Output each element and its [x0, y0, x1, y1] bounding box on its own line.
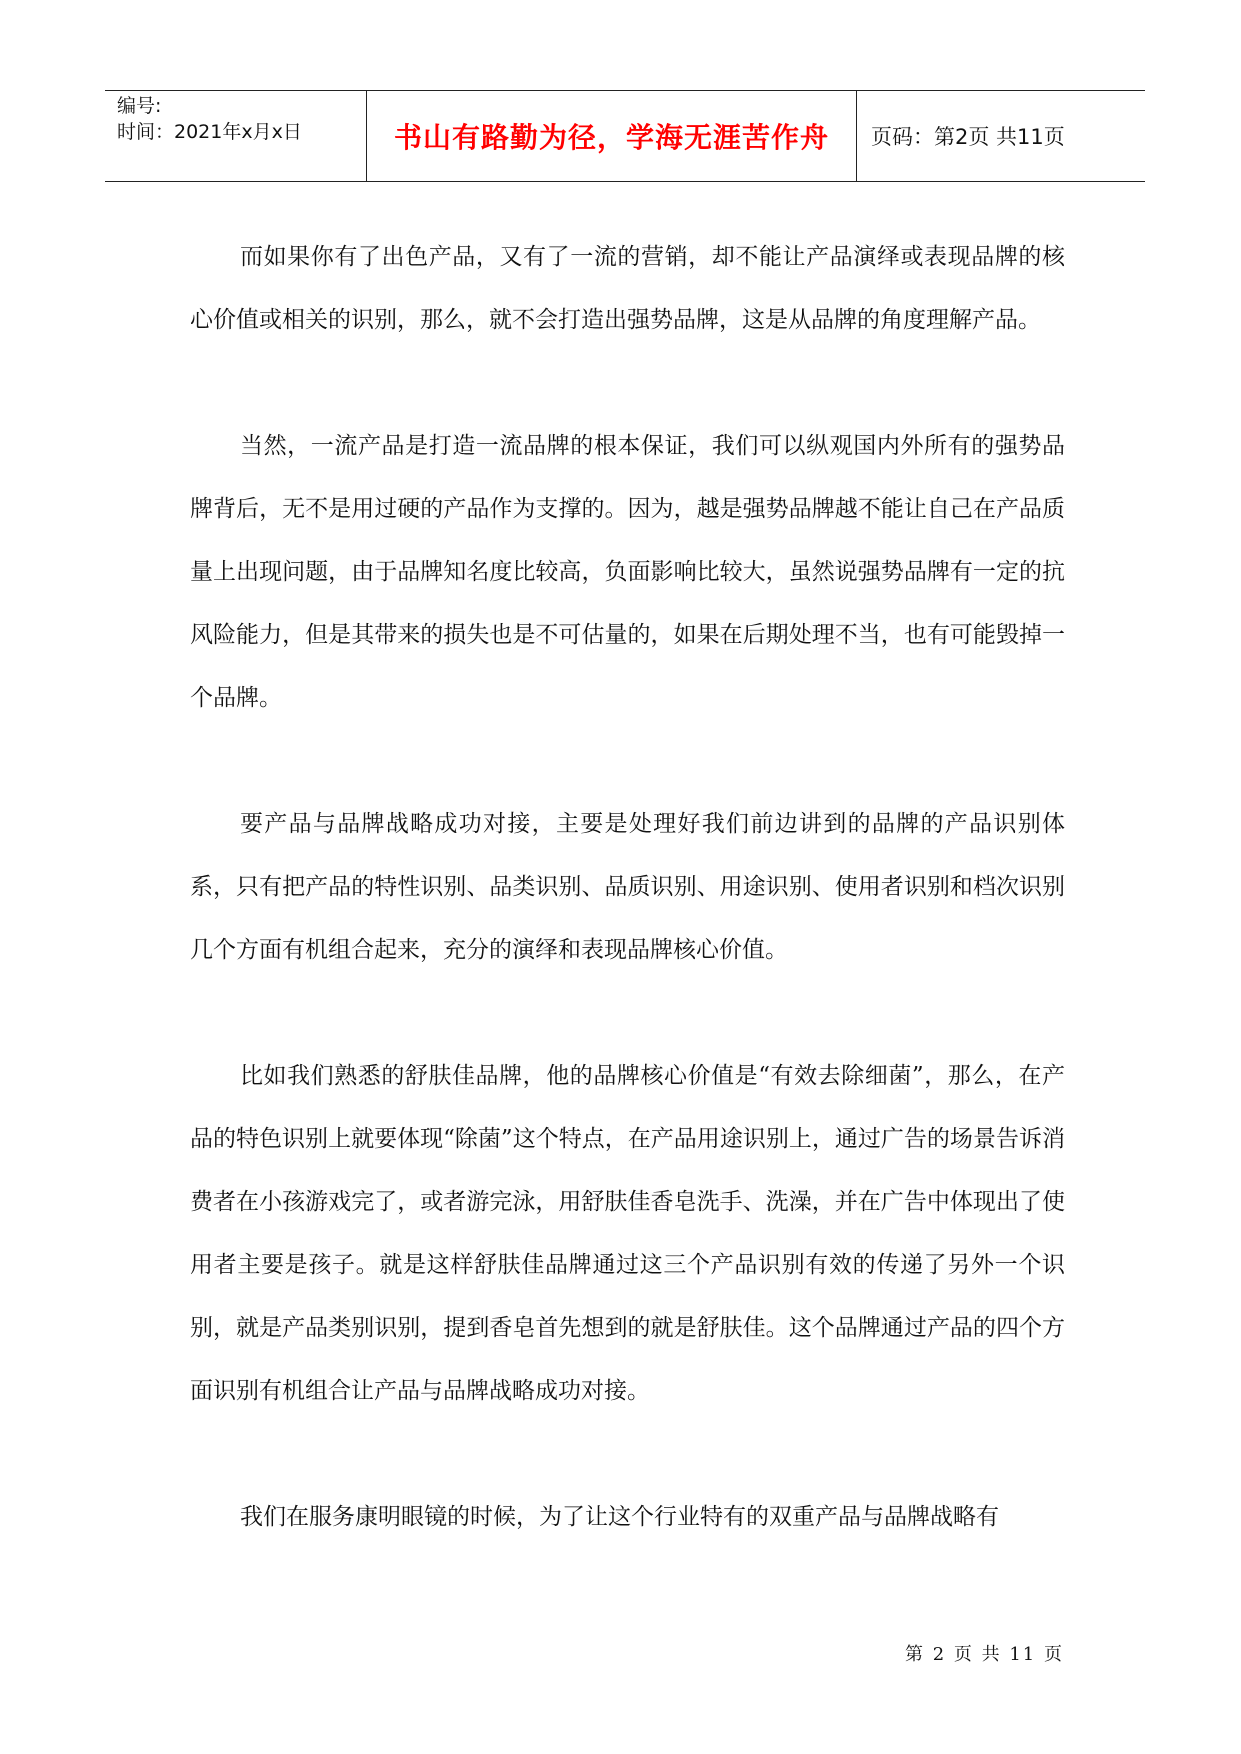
page-footer: 第 2 页 共 11 页 [905, 1644, 1064, 1665]
header-meta-cell [105, 91, 367, 181]
document-body [190, 226, 1065, 1612]
paragraph-5: 我们在服务康明眼镜的时候，为了让这个行业特有的双重产品与品牌战略有 [240, 1504, 999, 1530]
document-header [105, 90, 1145, 182]
document-number-label: 编号: [117, 95, 162, 117]
header-page-info: 页码：第2页 共11页 [871, 125, 1065, 149]
header-motto: 书山有路勤为径，学海无涯苦作舟 [367, 91, 857, 181]
paragraph-1: 而如果你有了出色产品，又有了一流的营销，却不能让产品演绎或表现品牌的核心价值或相关的识别，那么，就不会打造出强势品牌，这是从品牌的角度理解产品。 [190, 244, 1065, 333]
document-date-label: 时间：2021年x月x日 [117, 121, 302, 143]
paragraph-3: 要产品与品牌战略成功对接，主要是处理好我们前边讲到的品牌的产品识别体系，只有把产品的特性识别、品类识别、品质识别、用途识别、使用者识别和档次识别几个方面有机组合起来，充分的演绎和表现品牌核心价值。 [190, 811, 1065, 963]
paragraph-2: 当然，一流产品是打造一流品牌的根本保证，我们可以纵观国内外所有的强势品牌背后，无不是用过硬的产品作为支撑的。因为，越是强势品牌越不能让自己在产品质量上出现问题，由于品牌知名度比较高，负面影响比较大，虽然说强势品牌有一定的抗风险能力，但是其带来的损失也是不可估量的，如果在后期处理不当，也有可能毁掉一个品牌。 [190, 433, 1065, 711]
paragraph-4: 比如我们熟悉的舒肤佳品牌，他的品牌核心价值是“有效去除细菌”，那么，在产品的特色识别上就要体现“除菌”这个特点，在产品用途识别上，通过广告的场景告诉消费者在小孩游戏完了，或者游完泳，用舒肤佳香皂洗手、洗澡，并在广告中体现出了使用者主要是孩子。就是这样舒肤佳品牌通过这三个产品识别有效的传递了另外一个识别，就是产品类别识别，提到香皂首先想到的就是舒肤佳。这个品牌通过产品的四个方面识别有机组合让产品与品牌战略成功对接。 [190, 1063, 1065, 1404]
